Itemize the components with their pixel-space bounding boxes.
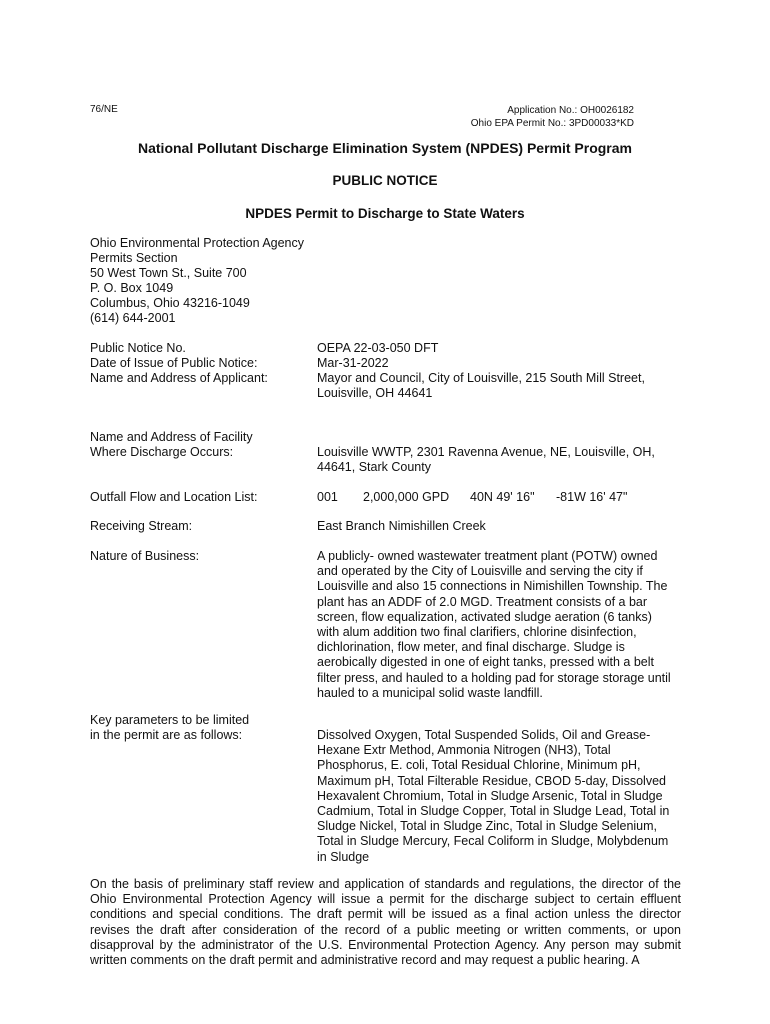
business-description: A publicly- owned wastewater treatment plant (POTW) owned and operated by the City of Louisville and serving the city if Louisville and also 15 connections in Nimishillen Township. The plant has an ADDF of 2.0 MGD. Treatment consists of a bar screen, flow equalization, activated sludge aeration (6 tanks) with alum addition two final clarifiers, chlorine disinfection, dichlorination, flow meter, and final discharge. Sludge is aerobically digested in one of eight tanks, pressed with a belt filter press, and hauled to a holding pad for storage storage until hauled to a municipal solid waste landfill. [317,549,671,700]
business-label: Nature of Business: [90,549,200,563]
parameters-label-line1: Key parameters to be limited [90,713,250,727]
epa-permit-number: Ohio EPA Permit No.: 3PD00033*KD [470,118,634,129]
agency-address-block [90,236,304,326]
document-code: 76/NE [90,104,118,115]
outfall-latitude: 40N 49' 16" [470,490,535,504]
outfall-flow: 2,000,000 GPD [363,490,450,504]
agency-phone: (614) 644-2001 [90,311,176,325]
outfall-number: 001 [317,490,338,504]
agency-section: Permits Section [90,251,178,265]
program-title: National Pollutant Discharge Elimination System (NPDES) Permit Program [138,140,632,156]
facility-label-line1: Name and Address of Facility [90,430,253,444]
agency-name: Ohio Environmental Protection Agency [90,236,305,250]
outfall-longitude: -81W 16' 47" [556,490,628,504]
applicant-value: Mayor and Council, City of Louisville, 215 South Mill Street, Louisville, OH 44641 [317,371,645,401]
parameters-list: Dissolved Oxygen, Total Suspended Solids, Oil and Grease-Hexane Extr Method, Ammonia Nitrogen (NH3), Total Phosphorus, E. coli, Total Residual Chlorine, Minimum pH, Maximum pH, Total Filterable Residue, CBOD 5-day, Dissolved Hexavalent Chromium, Total in Sludge Arsenic, Total in Sludge Cadmium, Total in Sludge Copper, Total in Sludge Lead, Total in Sludge Nickel, Total in Sludge Zinc, Total in Sludge Selenium, Total in Sludge Mercury, Fecal Coliform in Sludge, Molybdenum in Sludge [317,728,670,864]
header-permit-info [471,104,634,130]
notice-number-label: Public Notice No. [90,341,186,355]
outfall-label: Outfall Flow and Location List: [90,490,258,504]
facility-label-line2: Where Discharge Occurs: [90,445,234,459]
receiving-stream-value: East Branch Nimishillen Creek [317,519,486,533]
issue-date-value: Mar-31-2022 [317,356,389,370]
agency-city: Columbus, Ohio 43216-1049 [90,296,250,310]
facility-value: Louisville WWTP, 2301 Ravenna Avenue, NE, Louisville, OH, 44641, Stark County [317,445,655,475]
receiving-stream-label: Receiving Stream: [90,519,193,533]
facility-label [90,430,253,460]
agency-street: 50 West Town St., Suite 700 [90,266,247,280]
application-number: Application No.: OH0026182 [507,105,634,116]
parameters-label-line2: in the permit are as follows: [90,728,243,742]
parameters-label [90,713,249,743]
issue-date-label: Date of Issue of Public Notice: [90,356,258,370]
body-paragraph: On the basis of preliminary staff review and application of standards and regulations, the director of the Ohio Environmental Protection Agency will issue a permit for the discharge subject to certain effluent conditions and special conditions. The draft permit will be issued as a final action unless the director revises the draft after consideration of the record of a public meeting or written comments, or upon disapproval by the administrator of the U.S. Environmental Protection Agency. Any person may submit written comments on the draft permit and administrative record and may request a public hearing. A [90,877,681,968]
notice-number-value: OEPA 22-03-050 DFT [317,341,439,355]
permit-title: NPDES Permit to Discharge to State Waters [245,206,525,221]
agency-pobox: P. O. Box 1049 [90,281,174,295]
applicant-label: Name and Address of Applicant: [90,371,268,385]
notice-title: PUBLIC NOTICE [332,173,438,188]
outfall-row [317,490,677,505]
